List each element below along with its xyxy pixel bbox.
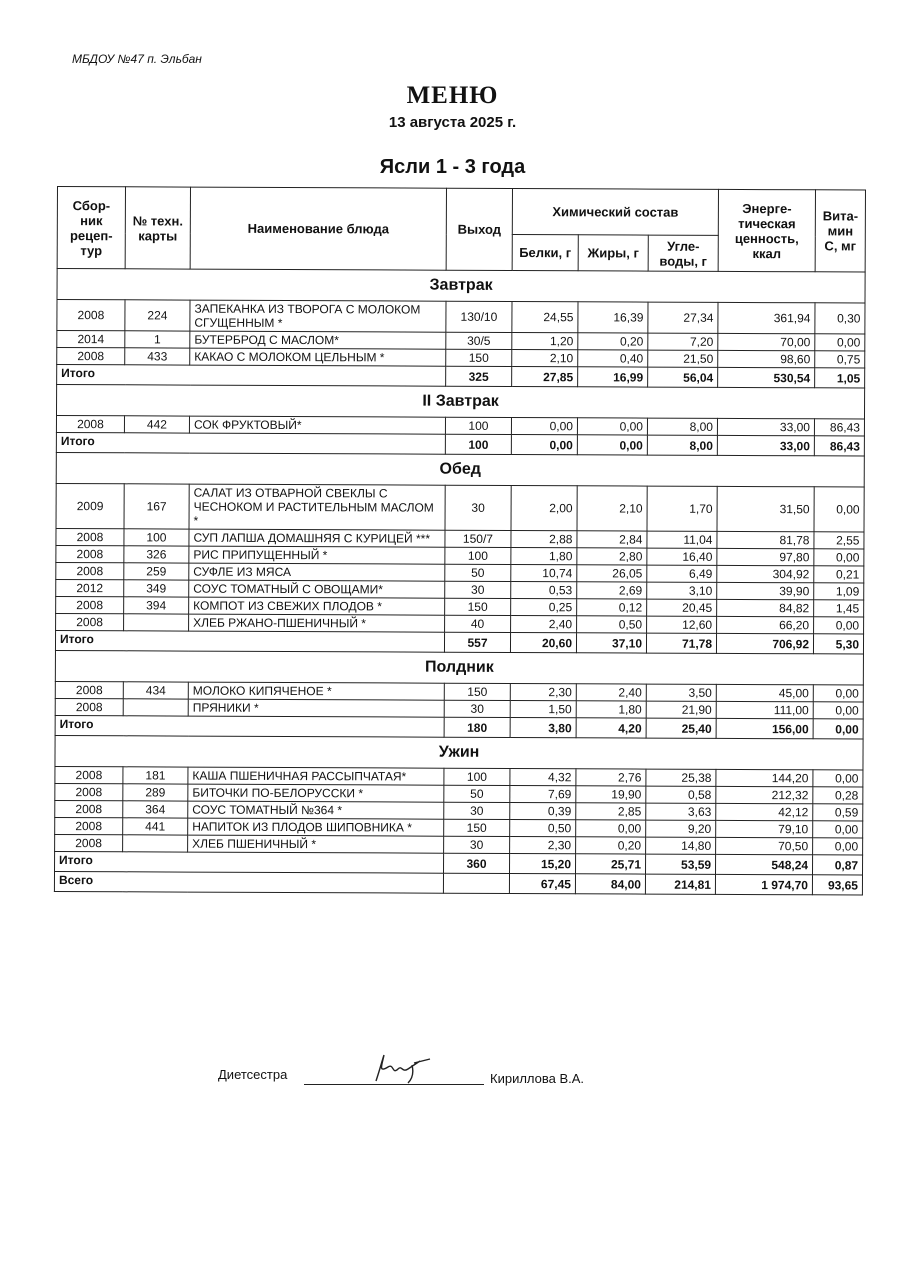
output-cell: 30/5 bbox=[446, 332, 512, 349]
fat-cell: 19,90 bbox=[576, 786, 646, 803]
energy-cell: 212,32 bbox=[716, 786, 813, 803]
total-output bbox=[443, 873, 509, 893]
energy-cell: 81,78 bbox=[717, 531, 814, 548]
dish-name-cell: СОУС ТОМАТНЫЙ С ОВОЩАМИ* bbox=[189, 580, 445, 598]
protein-cell: 1,50 bbox=[510, 700, 576, 717]
total-carbs: 71,78 bbox=[646, 633, 716, 653]
table-row bbox=[56, 483, 864, 532]
recipe-collection-cell: 2008 bbox=[56, 416, 124, 433]
protein-cell: 7,69 bbox=[510, 785, 576, 802]
dish-name-cell: СУП ЛАПША ДОМАШНЯЯ С КУРИЦЕЙ *** bbox=[189, 529, 445, 547]
total-output: 180 bbox=[444, 717, 510, 737]
vitamin-cell: 0,59 bbox=[813, 804, 863, 821]
output-cell: 150/7 bbox=[445, 530, 511, 547]
protein-cell: 0,00 bbox=[511, 417, 577, 434]
vitamin-cell: 0,00 bbox=[813, 770, 863, 787]
output-cell: 150 bbox=[445, 598, 511, 615]
carbs-cell: 3,10 bbox=[647, 582, 717, 599]
dish-name-cell: ХЛЕБ ПШЕНИЧНЫЙ * bbox=[188, 835, 444, 853]
tech-card-cell: 441 bbox=[123, 818, 188, 835]
vitamin-cell: 0,30 bbox=[815, 303, 865, 334]
recipe-collection-cell: 2009 bbox=[56, 483, 124, 528]
carbs-cell: 16,40 bbox=[647, 548, 717, 565]
fat-cell: 2,10 bbox=[577, 486, 647, 531]
vitamin-cell: 0,00 bbox=[814, 549, 864, 566]
recipe-collection-cell: 2008 bbox=[57, 300, 125, 331]
fat-cell: 0,12 bbox=[577, 599, 647, 616]
header-carbs: Угле-воды, г bbox=[648, 235, 718, 271]
carbs-cell: 21,50 bbox=[648, 350, 718, 367]
fat-cell: 16,39 bbox=[578, 302, 648, 333]
output-cell: 30 bbox=[445, 485, 511, 530]
meal-section-header bbox=[56, 385, 864, 420]
carbs-cell: 3,63 bbox=[646, 803, 716, 820]
fat-cell: 0,00 bbox=[577, 418, 647, 435]
fat-cell: 2,40 bbox=[576, 684, 646, 701]
energy-cell: 111,00 bbox=[716, 701, 813, 718]
recipe-collection-cell: 2008 bbox=[55, 766, 123, 783]
document-title: МЕНЮ bbox=[406, 82, 499, 109]
tech-card-cell: 289 bbox=[123, 784, 188, 801]
header-tech-card: № техн. карты bbox=[125, 187, 190, 269]
tech-card-cell: 349 bbox=[124, 580, 189, 597]
vitamin-cell: 86,43 bbox=[814, 419, 864, 436]
output-cell: 50 bbox=[445, 564, 511, 581]
fat-cell: 1,80 bbox=[576, 701, 646, 718]
total-protein: 0,00 bbox=[511, 434, 577, 454]
tech-card-cell: 167 bbox=[124, 484, 189, 529]
recipe-collection-cell: 2008 bbox=[55, 681, 123, 698]
protein-cell: 0,53 bbox=[511, 581, 577, 598]
output-cell: 30 bbox=[445, 581, 511, 598]
total-label: Итого bbox=[55, 630, 444, 652]
protein-cell: 1,20 bbox=[512, 332, 578, 349]
output-cell: 100 bbox=[444, 768, 510, 785]
output-cell: 150 bbox=[444, 683, 510, 700]
energy-cell: 42,12 bbox=[716, 803, 813, 820]
total-output: 100 bbox=[445, 434, 511, 454]
total-protein: 27,85 bbox=[512, 366, 578, 386]
total-protein: 15,20 bbox=[510, 853, 576, 873]
header-chemical-composition: Химический состав bbox=[512, 188, 718, 235]
dish-name-cell: БИТОЧКИ ПО-БЕЛОРУССКИ * bbox=[188, 784, 444, 802]
tech-card-cell bbox=[124, 614, 189, 631]
output-cell: 150 bbox=[444, 819, 510, 836]
header-recipe-collection: Сбор-ник рецеп-тур bbox=[57, 187, 125, 269]
meal-section-header bbox=[55, 735, 863, 770]
tech-card-cell: 224 bbox=[125, 300, 190, 331]
output-cell: 100 bbox=[445, 417, 511, 434]
dish-name-cell: ПРЯНИКИ * bbox=[188, 699, 444, 717]
total-output: 360 bbox=[444, 853, 510, 873]
total-carbs: 214,81 bbox=[645, 874, 715, 894]
total-label: Итого bbox=[55, 715, 444, 737]
energy-cell: 31,50 bbox=[717, 486, 814, 531]
recipe-collection-cell: 2008 bbox=[56, 528, 124, 545]
menu-table bbox=[54, 186, 866, 896]
recipe-collection-cell: 2008 bbox=[56, 562, 124, 579]
meal-section-header bbox=[57, 269, 865, 304]
fat-cell: 2,80 bbox=[577, 548, 647, 565]
recipe-collection-cell: 2008 bbox=[56, 613, 124, 630]
carbs-cell: 25,38 bbox=[646, 769, 716, 786]
protein-cell: 2,88 bbox=[511, 530, 577, 547]
protein-cell: 2,10 bbox=[512, 349, 578, 366]
carbs-cell: 7,20 bbox=[648, 333, 718, 350]
total-energy: 1 974,70 bbox=[715, 874, 812, 894]
carbs-cell: 6,49 bbox=[647, 565, 717, 582]
total-output: 557 bbox=[444, 632, 510, 652]
dish-name-cell: НАПИТОК ИЗ ПЛОДОВ ШИПОВНИКА * bbox=[188, 818, 444, 836]
tech-card-cell bbox=[123, 835, 188, 852]
total-energy: 33,00 bbox=[717, 435, 814, 455]
tech-card-cell bbox=[123, 699, 188, 716]
carbs-cell: 20,45 bbox=[647, 599, 717, 616]
protein-cell: 0,50 bbox=[510, 819, 576, 836]
total-vitamin: 86,43 bbox=[814, 436, 864, 456]
energy-cell: 98,60 bbox=[718, 350, 815, 367]
dish-name-cell: БУТЕРБРОД С МАСЛОМ* bbox=[190, 331, 446, 349]
tech-card-cell: 433 bbox=[125, 348, 190, 365]
total-label: Итого bbox=[57, 365, 446, 387]
energy-cell: 70,50 bbox=[716, 837, 813, 854]
recipe-collection-cell: 2012 bbox=[56, 579, 124, 596]
fat-cell: 2,85 bbox=[576, 803, 646, 820]
tech-card-cell: 1 bbox=[125, 331, 190, 348]
energy-cell: 39,90 bbox=[717, 582, 814, 599]
age-group-heading: Ясли 1 - 3 года bbox=[379, 156, 526, 178]
fat-cell: 2,76 bbox=[576, 769, 646, 786]
protein-cell: 2,30 bbox=[510, 836, 576, 853]
dish-name-cell: КАКАО С МОЛОКОМ ЦЕЛЬНЫМ * bbox=[190, 348, 446, 366]
dish-name-cell: СУФЛЕ ИЗ МЯСА bbox=[189, 563, 445, 581]
protein-cell: 2,30 bbox=[510, 683, 576, 700]
total-vitamin: 0,87 bbox=[813, 855, 863, 875]
vitamin-cell: 0,00 bbox=[813, 838, 863, 855]
energy-cell: 70,00 bbox=[718, 333, 815, 350]
document-date: 13 августа 2025 г. bbox=[388, 114, 517, 131]
recipe-collection-cell: 2008 bbox=[55, 817, 123, 834]
energy-cell: 79,10 bbox=[716, 820, 813, 837]
total-label: Итого bbox=[55, 851, 444, 873]
protein-cell: 0,39 bbox=[510, 802, 576, 819]
output-cell: 30 bbox=[444, 836, 510, 853]
organization-name: МБДОУ №47 п. Эльбан bbox=[72, 52, 202, 66]
total-label: Итого bbox=[56, 432, 445, 454]
protein-cell: 2,40 bbox=[511, 615, 577, 632]
fat-cell: 0,00 bbox=[576, 820, 646, 837]
tech-card-cell: 442 bbox=[124, 416, 189, 433]
total-fat: 4,20 bbox=[576, 718, 646, 738]
carbs-cell: 14,80 bbox=[646, 837, 716, 854]
fat-cell: 2,84 bbox=[577, 531, 647, 548]
tech-card-cell: 259 bbox=[124, 563, 189, 580]
vitamin-cell: 0,00 bbox=[813, 821, 863, 838]
fat-cell: 2,69 bbox=[577, 582, 647, 599]
fat-cell: 0,50 bbox=[577, 616, 647, 633]
handwritten-signature bbox=[368, 1051, 438, 1085]
dish-name-cell: САЛАТ ИЗ ОТВАРНОЙ СВЕКЛЫ С ЧЕСНОКОМ И РАСТИТЕЛЬНЫМ МАСЛОМ * bbox=[189, 484, 445, 530]
dish-name-cell: КАША ПШЕНИЧНАЯ РАССЫПЧАТАЯ* bbox=[188, 767, 444, 785]
carbs-cell: 1,70 bbox=[647, 486, 717, 531]
total-protein: 3,80 bbox=[510, 717, 576, 737]
total-fat: 84,00 bbox=[575, 874, 645, 894]
total-energy: 706,92 bbox=[716, 633, 813, 653]
dish-name-cell: СОК ФРУКТОВЫЙ* bbox=[189, 416, 445, 434]
dish-name-cell: КОМПОТ ИЗ СВЕЖИХ ПЛОДОВ * bbox=[189, 597, 445, 615]
total-protein: 67,45 bbox=[509, 873, 575, 893]
protein-cell: 4,32 bbox=[510, 768, 576, 785]
total-vitamin: 0,00 bbox=[813, 719, 863, 739]
carbs-cell: 9,20 bbox=[646, 820, 716, 837]
vitamin-cell: 0,28 bbox=[813, 787, 863, 804]
energy-cell: 144,20 bbox=[716, 769, 813, 786]
vitamin-cell: 0,75 bbox=[815, 351, 865, 368]
total-energy: 530,54 bbox=[718, 367, 815, 387]
signature-block bbox=[218, 1067, 585, 1086]
output-cell: 130/10 bbox=[446, 301, 512, 332]
fat-cell: 0,20 bbox=[576, 837, 646, 854]
total-fat: 16,99 bbox=[578, 367, 648, 387]
meal-section-header bbox=[55, 650, 863, 685]
tech-card-cell: 181 bbox=[123, 767, 188, 784]
header-energy: Энерге-тическая ценность, ккал bbox=[718, 189, 815, 271]
carbs-cell: 11,04 bbox=[647, 531, 717, 548]
recipe-collection-cell: 2008 bbox=[55, 800, 123, 817]
tech-card-cell: 364 bbox=[123, 801, 188, 818]
tech-card-cell: 434 bbox=[123, 682, 188, 699]
energy-cell: 97,80 bbox=[717, 548, 814, 565]
header-fat: Жиры, г bbox=[578, 235, 648, 271]
meal-section-title: Полдник bbox=[55, 650, 863, 685]
header-dish-name: Наименование блюда bbox=[190, 187, 446, 270]
vitamin-cell: 0,00 bbox=[814, 617, 864, 634]
signature-role: Диетсестра bbox=[218, 1067, 288, 1082]
vitamin-cell: 0,00 bbox=[813, 702, 863, 719]
grand-total-row bbox=[54, 871, 862, 895]
total-carbs: 53,59 bbox=[646, 854, 716, 874]
output-cell: 100 bbox=[445, 547, 511, 564]
carbs-cell: 3,50 bbox=[646, 684, 716, 701]
total-energy: 548,24 bbox=[716, 854, 813, 874]
carbs-cell: 0,58 bbox=[646, 786, 716, 803]
energy-cell: 66,20 bbox=[717, 616, 814, 633]
vitamin-cell: 2,55 bbox=[814, 532, 864, 549]
dish-name-cell: СОУС ТОМАТНЫЙ №364 * bbox=[188, 801, 444, 819]
total-fat: 37,10 bbox=[576, 633, 646, 653]
total-fat: 25,71 bbox=[576, 854, 646, 874]
dish-name-cell: ХЛЕБ РЖАНО-ПШЕНИЧНЫЙ * bbox=[189, 614, 445, 632]
meal-section-title: II Завтрак bbox=[56, 385, 864, 420]
fat-cell: 0,40 bbox=[578, 350, 648, 367]
total-vitamin: 93,65 bbox=[812, 875, 862, 895]
energy-cell: 361,94 bbox=[718, 302, 815, 333]
recipe-collection-cell: 2008 bbox=[57, 348, 125, 365]
protein-cell: 2,00 bbox=[511, 485, 577, 530]
vitamin-cell: 0,00 bbox=[813, 685, 863, 702]
table-body bbox=[54, 269, 865, 896]
fat-cell: 0,20 bbox=[578, 333, 648, 350]
vitamin-cell: 1,09 bbox=[814, 583, 864, 600]
fat-cell: 26,05 bbox=[577, 565, 647, 582]
carbs-cell: 27,34 bbox=[648, 302, 718, 333]
total-carbs: 56,04 bbox=[648, 367, 718, 387]
protein-cell: 24,55 bbox=[512, 301, 578, 332]
vitamin-cell: 1,45 bbox=[814, 600, 864, 617]
meal-section-title: Завтрак bbox=[57, 269, 865, 304]
output-cell: 50 bbox=[444, 785, 510, 802]
vitamin-cell: 0,00 bbox=[814, 487, 864, 532]
energy-cell: 33,00 bbox=[717, 418, 814, 435]
tech-card-cell: 394 bbox=[124, 597, 189, 614]
carbs-cell: 21,90 bbox=[646, 701, 716, 718]
recipe-collection-cell: 2008 bbox=[56, 545, 124, 562]
meal-section-title: Ужин bbox=[55, 735, 863, 770]
recipe-collection-cell: 2008 bbox=[56, 596, 124, 613]
carbs-cell: 12,60 bbox=[647, 616, 717, 633]
header-output: Выход bbox=[446, 188, 512, 270]
meal-section-title: Обед bbox=[56, 452, 864, 487]
dish-name-cell: ЗАПЕКАНКА ИЗ ТВОРОГА С МОЛОКОМ СГУЩЕННЫМ * bbox=[190, 300, 446, 332]
header-vitamin-c: Вита-мин С, мг bbox=[815, 190, 865, 272]
total-fat: 0,00 bbox=[577, 435, 647, 455]
output-cell: 40 bbox=[445, 615, 511, 632]
total-vitamin: 5,30 bbox=[813, 634, 863, 654]
vitamin-cell: 0,21 bbox=[814, 566, 864, 583]
total-carbs: 25,40 bbox=[646, 718, 716, 738]
table-row bbox=[57, 300, 865, 335]
output-cell: 30 bbox=[444, 700, 510, 717]
meal-section-header bbox=[56, 452, 864, 487]
total-output: 325 bbox=[446, 366, 512, 386]
carbs-cell: 8,00 bbox=[647, 418, 717, 435]
total-carbs: 8,00 bbox=[647, 435, 717, 455]
recipe-collection-cell: 2008 bbox=[55, 698, 123, 715]
recipe-collection-cell: 2008 bbox=[55, 783, 123, 800]
table-header bbox=[57, 187, 865, 273]
energy-cell: 84,82 bbox=[717, 599, 814, 616]
dish-name-cell: РИС ПРИПУЩЕННЫЙ * bbox=[189, 546, 445, 564]
header-protein: Белки, г bbox=[512, 234, 578, 270]
signature-line bbox=[304, 1084, 484, 1085]
total-vitamin: 1,05 bbox=[815, 368, 865, 388]
total-label: Всего bbox=[54, 871, 443, 893]
protein-cell: 1,80 bbox=[511, 547, 577, 564]
recipe-collection-cell: 2014 bbox=[57, 331, 125, 348]
energy-cell: 45,00 bbox=[716, 684, 813, 701]
energy-cell: 304,92 bbox=[717, 565, 814, 582]
total-energy: 156,00 bbox=[716, 718, 813, 738]
recipe-collection-cell: 2008 bbox=[55, 834, 123, 851]
signatory-name: Кириллова В.А. bbox=[490, 1071, 585, 1086]
total-protein: 20,60 bbox=[510, 632, 576, 652]
protein-cell: 10,74 bbox=[511, 564, 577, 581]
vitamin-cell: 0,00 bbox=[815, 334, 865, 351]
output-cell: 150 bbox=[446, 349, 512, 366]
output-cell: 30 bbox=[444, 802, 510, 819]
tech-card-cell: 326 bbox=[124, 546, 189, 563]
tech-card-cell: 100 bbox=[124, 529, 189, 546]
dish-name-cell: МОЛОКО КИПЯЧЕНОЕ * bbox=[188, 682, 444, 700]
protein-cell: 0,25 bbox=[511, 598, 577, 615]
